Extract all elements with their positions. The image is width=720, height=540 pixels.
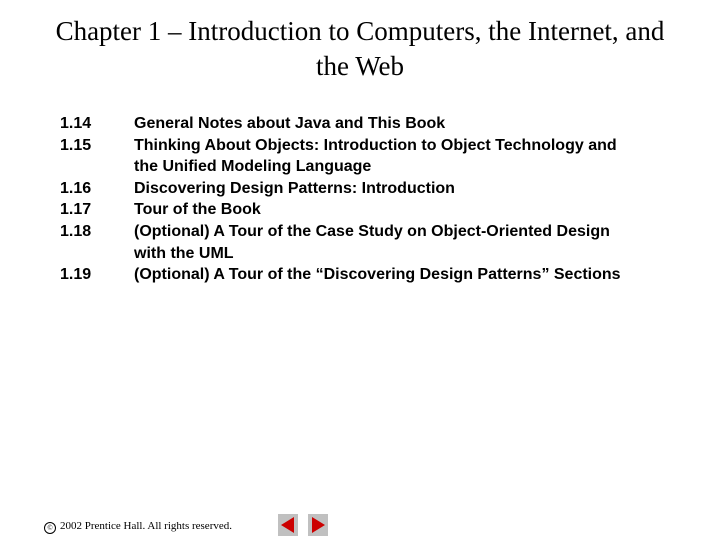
- triangle-left-icon: [278, 514, 298, 536]
- copyright-icon: ©: [44, 522, 56, 534]
- copyright-footer: [44, 519, 232, 534]
- section-title: Discovering Design Patterns: Introduction: [134, 179, 455, 197]
- next-slide-button[interactable]: [308, 514, 328, 536]
- slide-title: Chapter 1 – Introduction to Computers, the Internet, and the Web: [55, 16, 665, 81]
- section-item: [60, 135, 654, 178]
- section-item: [60, 264, 654, 286]
- triangle-right-icon: [308, 514, 328, 536]
- section-item: [60, 178, 654, 200]
- section-item: [60, 199, 654, 221]
- section-title: General Notes about Java and This Book: [134, 115, 446, 132]
- section-number: 1.16: [60, 179, 92, 197]
- section-item: [60, 113, 654, 135]
- section-number: 1.19: [60, 266, 92, 284]
- section-number: 1.18: [60, 222, 92, 240]
- section-item: [60, 221, 654, 264]
- section-title: Thinking About Objects: Introduction to Object Technology and the Unified Modeling Language: [134, 136, 617, 176]
- previous-slide-button[interactable]: [278, 514, 298, 536]
- section-title: Tour of the Book: [134, 201, 261, 219]
- section-number: 1.17: [60, 201, 92, 219]
- copyright-text: 2002 Prentice Hall. All rights reserved.: [60, 520, 232, 532]
- section-list: [60, 113, 654, 286]
- section-title: (Optional) A Tour of the “Discovering Design Patterns” Sections: [134, 266, 621, 284]
- section-number: 1.15: [60, 136, 92, 154]
- section-title: (Optional) A Tour of the Case Study on Object-Oriented Design with the UML: [134, 222, 610, 262]
- section-number: 1.14: [60, 115, 92, 132]
